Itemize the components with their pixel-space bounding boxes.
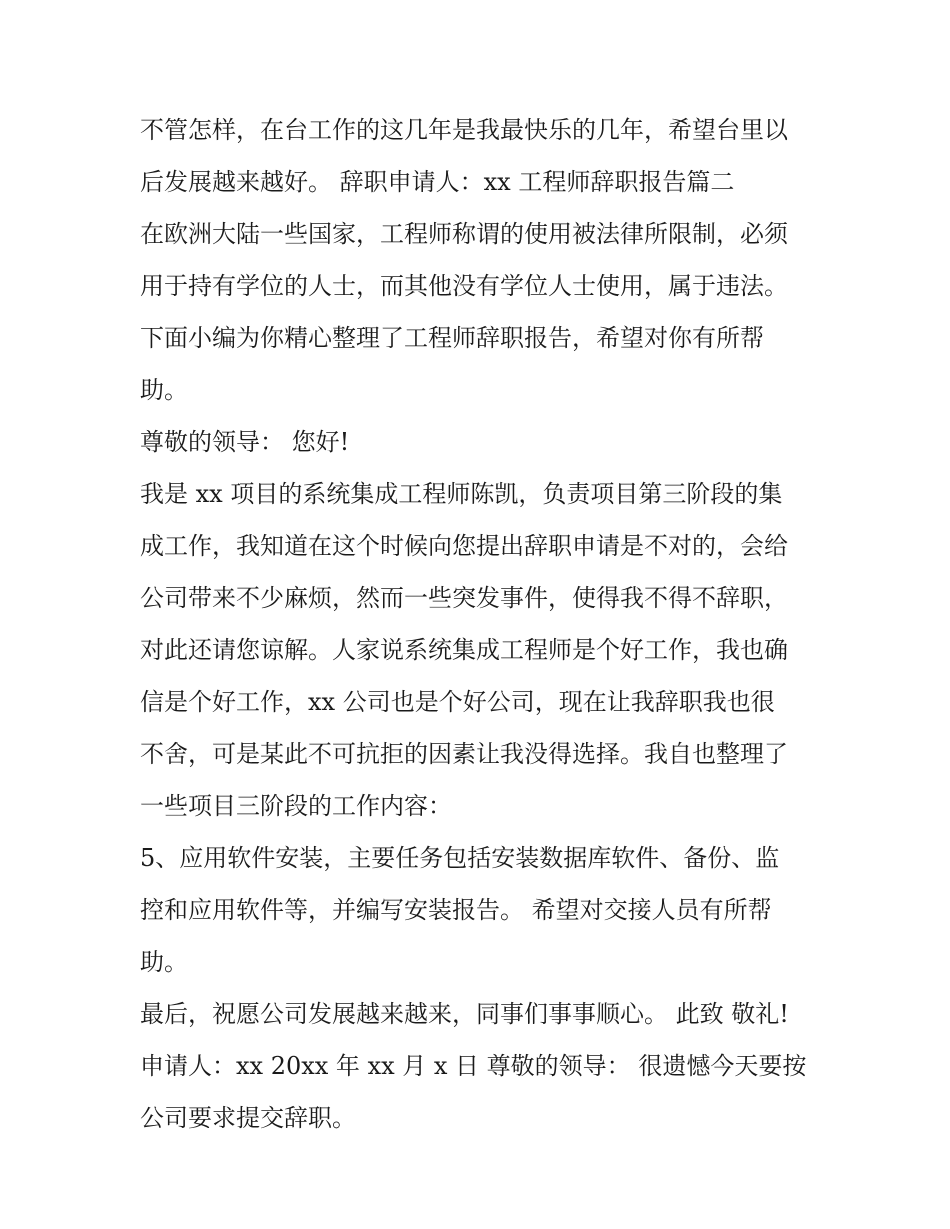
closing-line: 最后，祝愿公司发展越来越来，同事们事事顺心。 此致 敬礼! (140, 1000, 789, 1028)
text-line: 不舍，可是某此不可抗拒的因素让我没得选择。我自也整理了 (140, 740, 788, 768)
salutation-line: 尊敬的领导： 您好! (140, 428, 350, 456)
document-body (140, 108, 820, 1148)
text-line: 用于持有学位的人士，而其他没有学位人士使用，属于违法。 (140, 272, 788, 300)
text-line: 公司要求提交辞职。 (140, 1104, 356, 1132)
text-line: 控和应用软件等，并编写安装报告。 希望对交接人员有所帮 (140, 896, 772, 924)
text-line: 不管怎样，在台工作的这几年是我最快乐的几年，希望台里以 (140, 116, 788, 144)
text-line: 助。 (140, 376, 188, 404)
text-line: 成工作，我知道在这个时候向您提出辞职申请是不对的，会给 (140, 532, 788, 560)
text-line: 公司带来不少麻烦，然而一些突发事件，使得我不得不辞职， (140, 584, 788, 612)
text-line: 助。 (140, 948, 188, 976)
signature-line: 申请人：xx 20xx 年 xx 月 x 日 尊敬的领导： 很遗憾今天要按 (140, 1052, 807, 1080)
text-line: 后发展越来越好。 辞职申请人：xx 工程师辞职报告篇二 (140, 168, 735, 196)
text-line: 一些项目三阶段的工作内容： (140, 792, 452, 820)
text-line: 我是 xx 项目的系统集成工程师陈凯，负责项目第三阶段的集 (140, 480, 783, 508)
text-line: 信是个好工作，xx 公司也是个好公司，现在让我辞职我也很 (140, 688, 775, 716)
text-line: 对此还请您谅解。人家说系统集成工程师是个好工作，我也确 (140, 636, 788, 664)
list-item-line: 5、应用软件安装，主要任务包括安装数据库软件、备份、监 (140, 844, 780, 872)
text-line: 在欧洲大陆一些国家，工程师称谓的使用被法律所限制，必须 (140, 220, 788, 248)
text-line: 下面小编为你精心整理了工程师辞职报告，希望对你有所帮 (140, 324, 764, 352)
